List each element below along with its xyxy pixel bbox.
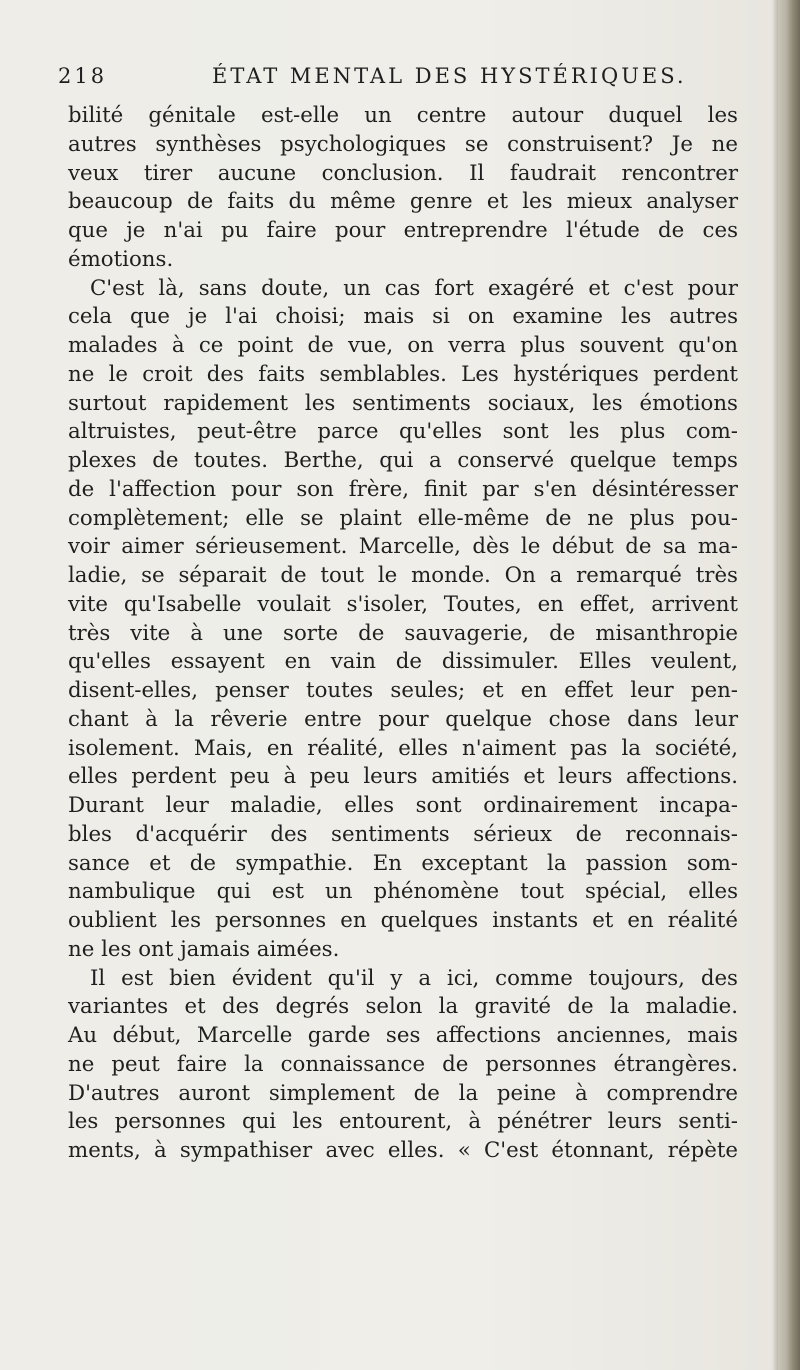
- body-text: [68, 102, 738, 1166]
- text-line: plexes de toutes. Berthe, qui a conservé quelque temps: [68, 448, 738, 473]
- text-line: que je n'ai pu faire pour entreprendre l'étude de ces: [68, 218, 738, 243]
- running-head: [58, 64, 778, 94]
- text-line: complètement; elle se plaint elle-même de ne plus pou-: [68, 505, 738, 531]
- text-line: bles d'acquérir des sentiments sérieux de reconnais-: [68, 821, 738, 847]
- text-line: ne les ont jamais aimées.: [68, 936, 340, 962]
- text-line: chant à la rêverie entre pour quelque chose dans leur: [68, 706, 738, 732]
- text-line: isolement. Mais, en réalité, elles n'aiment pas la société,: [68, 735, 738, 761]
- text-line: très vite à une sorte de sauvagerie, de misanthropie: [68, 620, 738, 646]
- text-line: disent-elles, penser toutes seules; et en effet leur pen-: [68, 678, 738, 703]
- text-line: beaucoup de faits du même genre et les mieux analyser: [68, 189, 738, 215]
- page-number: 218: [58, 64, 108, 88]
- text-line: voir aimer sérieusement. Marcelle, dès le début de sa ma-: [68, 534, 738, 560]
- text-line: ne le croit des faits semblables. Les hystériques perdent: [68, 361, 738, 387]
- text-line: oublient les personnes en quelques instants et en réalité: [68, 908, 738, 933]
- text-line: malades à ce point de vue, on verra plus souvent qu'on: [68, 333, 738, 358]
- text-line: Durant leur maladie, elles sont ordinairement incapa-: [68, 793, 738, 818]
- text-line: variantes et des degrés selon la gravité de la maladie.: [68, 994, 738, 1020]
- text-line: veux tirer aucune conclusion. Il faudrait rencontrer: [68, 160, 738, 186]
- text-line: elles perdent peu à peu leurs amitiés et leurs affections.: [68, 764, 738, 790]
- text-line: bilité génitale est-elle un centre autour duquel les: [68, 103, 738, 128]
- text-line: altruistes, peut-être parce qu'elles sont les plus com-: [68, 419, 738, 445]
- text-line: ments, à sympathiser avec elles. « C'est étonnant, répète: [68, 1138, 738, 1163]
- text-line: C'est là, sans doute, un cas fort exagéré et c'est pour: [90, 275, 738, 301]
- text-line: cela que je l'ai choisi; mais si on examine les autres: [68, 304, 738, 330]
- text-line: vite qu'Isabelle voulait s'isoler, Toutes, en effet, arrivent: [68, 591, 738, 617]
- text-line: qu'elles essayent en vain de dissimuler. Elles veulent,: [68, 649, 738, 675]
- page-edge: [778, 0, 800, 1370]
- text-line: de l'affection pour son frère, finit par s'en désintéresser: [68, 476, 738, 502]
- text-line: D'autres auront simplement de la peine à comprendre: [68, 1080, 738, 1106]
- text-line: les personnes qui les entourent, à pénétrer leurs senti-: [68, 1109, 738, 1135]
- running-title: ÉTAT MENTAL DES HYSTÉRIQUES.: [212, 64, 687, 88]
- text-line: surtout rapidement les sentiments sociaux, les émotions: [68, 390, 738, 416]
- text-line: ladie, se séparait de tout le monde. On a remarqué très: [68, 563, 738, 588]
- text-line: sance et de sympathie. En exceptant la passion som-: [68, 850, 738, 876]
- text-line: nambulique qui est un phénomène tout spécial, elles: [68, 879, 738, 905]
- text-line: ne peut faire la connaissance de personnes étrangères.: [68, 1051, 738, 1077]
- text-line: émotions.: [68, 246, 174, 272]
- text-line: Au début, Marcelle garde ses affections anciennes, mais: [68, 1023, 738, 1048]
- text-line: autres synthèses psychologiques se construisent? Je ne: [68, 131, 738, 157]
- text-line: Il est bien évident qu'il y a ici, comme toujours, des: [90, 965, 738, 991]
